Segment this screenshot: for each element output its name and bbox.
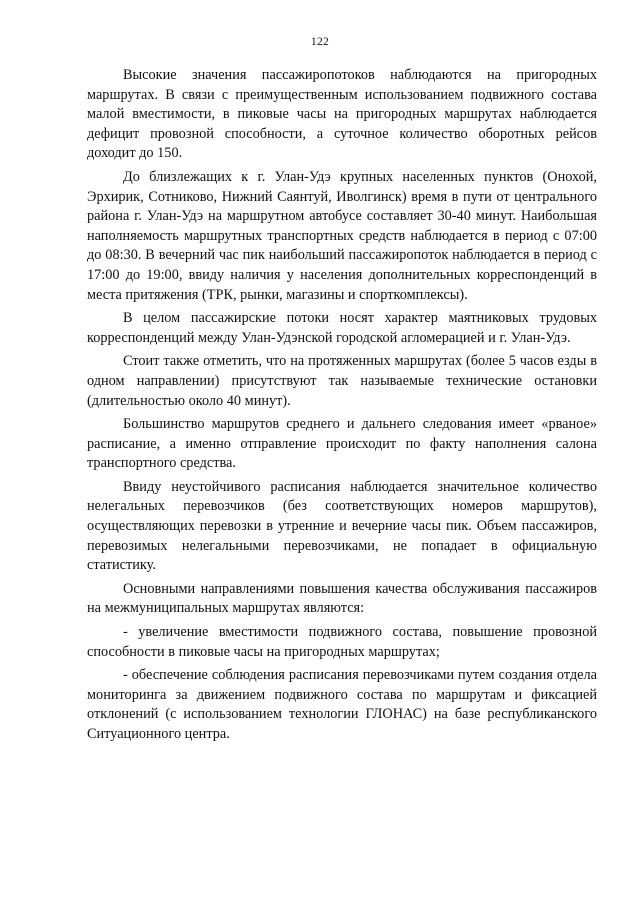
paragraph-irregular-schedule: Большинство маршрутов среднего и дальнего следования имеет «рваное» расписание, а именно отправление происходит по факту наполнения салона транспортного средства. (87, 416, 597, 472)
paragraph-suburban-passenger-flows: Высокие значения пассажиропотоков наблюдаются на пригородных маршрутах. В связи с преимущественным использованием подвижного состава малой вместимости, в пиковые часы на пригородных маршрутах наблюдается дефицит провозной способности, а суточное количество оборотных рейсов доходит до 150. (87, 67, 597, 162)
list-item-schedule-monitoring: - обеспечение соблюдения расписания перевозчиками путем создания отдела мониторинга за движением подвижного состава по маршрутам и фиксацией отклонений (с использованием технологии ГЛОНАС) на базе республиканского Ситуационного центра. (87, 667, 597, 742)
paragraph-nearby-settlements-travel-time: До близлежащих к г. Улан-Удэ крупных населенных пунктов (Онохой, Эрхирик, Сотниково, Нижний Саянтуй, Иволгинск) время в пути от центрального района г. Улан-Удэ на маршрутном автобусе составляет 30-40 минут. Наибольшая наполняемость маршрутных транспортных средств наблюдается в период с 07:00 до 08:30. В вечерний час пик наибольший пассажиропоток наблюдается в период с 17:00 до 19:00, ввиду наличия у населения дополнительных корреспонденций в места притяжения (ТРК, рынки, магазины и спорткомплексы). (87, 168, 597, 303)
page-number: 122 (310, 36, 330, 48)
paragraph-technical-stops: Стоит также отметить, что на протяженных маршрутах (более 5 часов езды в одном направлении) присутствуют так называемые технические остановки (длительностью около 40 минут). (87, 353, 597, 409)
list-item-capacity-increase: - увеличение вместимости подвижного состава, повышение провозной способности в пиковые часы на пригородных маршрутах; (87, 624, 597, 660)
paragraph-pendulum-flows: В целом пассажирские потоки носят характер маятниковых трудовых корреспонденций между Улан-Удэнской городской агломерацией и г. Улан-Удэ. (87, 310, 597, 346)
paragraph-improvement-directions: Основными направлениями повышения качества обслуживания пассажиров на межмуниципальных маршрутах являются: (87, 580, 597, 617)
paragraph-illegal-carriers: Ввиду неустойчивого расписания наблюдается значительное количество нелегальных перевозчиков (без соответствующих номеров маршрутов), осуществляющих перевозки в утренние и вечерние часы пик. Объем пассажиров, перевозимых нелегальными перевозчиками, не попадает в официальную статистику. (87, 478, 597, 574)
body-text (87, 66, 597, 749)
